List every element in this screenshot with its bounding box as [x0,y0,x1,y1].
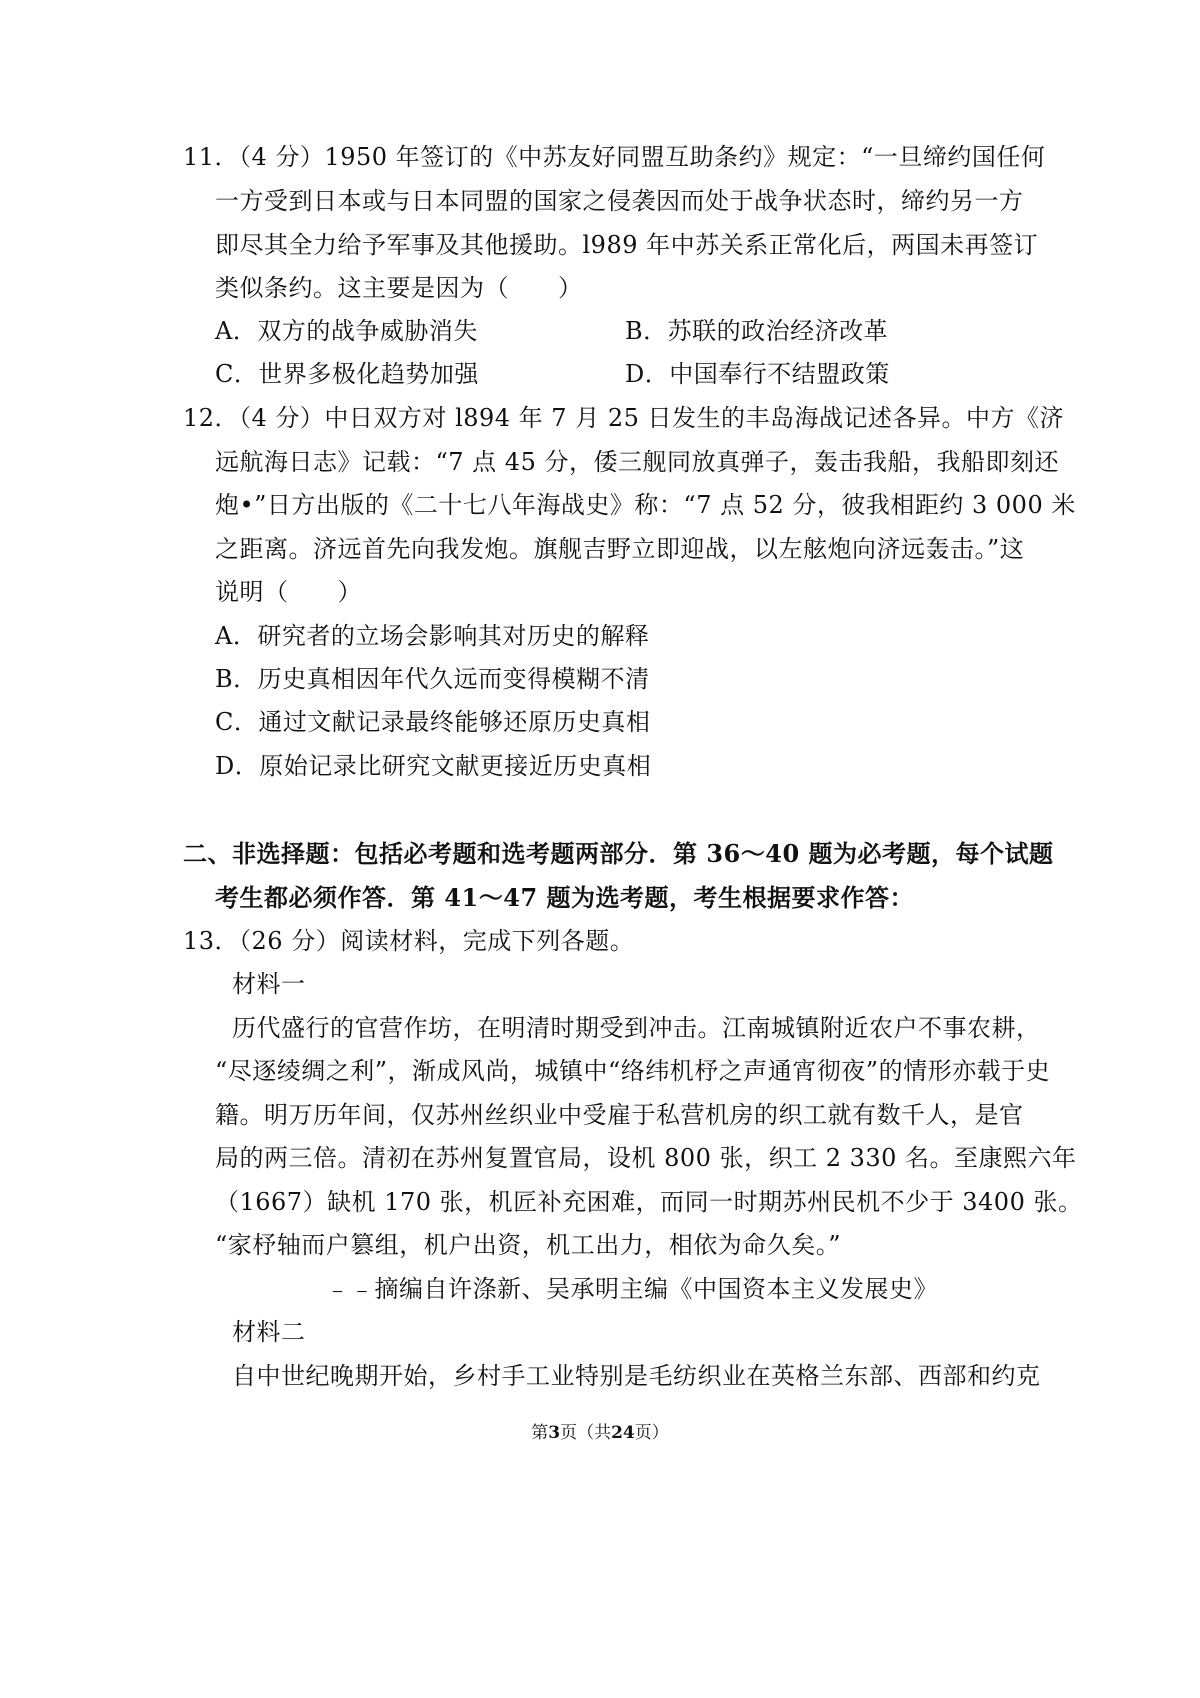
q11-option-a: A．双方的战争威胁消失 [215,317,478,345]
q11-line-4: 类似条约。这主要是因为（ ） [215,274,583,302]
page-footer [0,1422,1200,1444]
q12-option-d: D．原始记录比研究文献更接近历史真相 [215,752,652,780]
material-1-title: 材料一 [232,970,306,998]
material-2-line-1: 自中世纪晚期开始，乡村手工业特别是毛纺织业在英格兰东部、西部和约克 [232,1362,1041,1390]
q12-line-4: 之距离。济远首先向我发炮。旗舰吉野立即迎战，以左舷炮向济远轰击。”这 [215,535,1025,563]
material-1-line-2: “尽逐绫绸之利”，渐成风尚，城镇中“络纬机杼之声通宵彻夜”的情形亦载于史 [215,1057,1051,1085]
q11-option-c: C．世界多极化趋势加强 [215,360,479,388]
q11-option-d: D．中国奉行不结盟政策 [625,360,890,388]
footer-prefix: 第 [531,1423,549,1443]
q11-line-3: 即尽其全力给予军事及其他援助。l989 年中苏关系正常化后，两国未再签订 [215,231,1039,259]
q12-line-1: 12．（4 分）中日双方对 l894 年 7 月 25 日发生的丰岛海战记述各异。中方《济 [183,404,1065,432]
footer-suffix: 页） [634,1423,669,1443]
material-1-source: ﹣﹣摘编自许涤新、吴承明主编《中国资本主义发展史》 [325,1275,938,1303]
footer-page-number: 3 [548,1423,561,1443]
material-2-title: 材料二 [232,1318,306,1346]
q11-option-b: B．苏联的政治经济改革 [625,317,889,345]
q12-line-5: 说明（ ） [215,578,362,606]
q12-option-c: C．通过文献记录最终能够还原历史真相 [215,708,651,736]
q12-option-b: B．历史真相因年代久远而变得模糊不清 [215,665,650,693]
q11-line-2: 一方受到日本或与日本同盟的国家之侵袭因而处于战争状态时，缔约另一方 [215,187,1024,215]
footer-total-pages: 24 [611,1423,635,1443]
material-1-line-3: 籍。明万历年间，仅苏州丝织业中受雇于私营机房的织工就有数千人，是官 [215,1101,1024,1129]
material-1-line-4: 局的两三倍。清初在苏州复置官局，设机 800 张，织工 2 330 名。至康熙六年 [215,1144,1077,1172]
material-1-line-5: （1667）缺机 170 张，机匠补充困难，而同一时期苏州民机不少于 3400 张。 [215,1188,1083,1216]
q12-line-2: 远航海日志》记载：“7 点 45 分，倭三舰同放真弹子，轰击我船，我船即刻还 [215,448,1059,476]
footer-middle: 页（共 [560,1423,612,1443]
section-2-line-2: 考生都必须作答．第 41～47 题为选考题，考生根据要求作答： [215,883,915,912]
material-1-line-1: 历代盛行的官营作坊，在明清时期受到冲击。江南城镇附近农户不事农耕， [232,1014,1041,1042]
material-1-line-6: “家杼轴而户篡组，机户出资，机工出力，相依为命久矣。” [215,1231,842,1259]
q12-line-3: 炮•”日方出版的《二十七八年海战史》称：“7 点 52 分，彼我相距约 3 000 米 [215,491,1076,519]
section-2-line-1: 二、非选择题：包括必考题和选考题两部分．第 36～40 题为必考题，每个试题 [183,839,1054,868]
q12-option-a: A．研究者的立场会影响其对历史的解释 [215,622,650,650]
q11-line-1: 11．（4 分）1950 年签订的《中苏友好同盟互助条约》规定：“一旦缔约国任何 [183,143,1046,171]
q13-stem: 13．（26 分）阅读材料，完成下列各题。 [183,927,635,955]
